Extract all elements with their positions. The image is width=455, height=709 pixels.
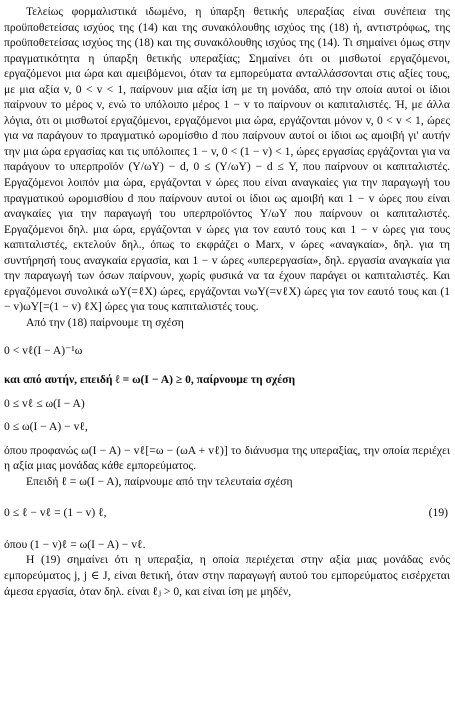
equation: 0 < vℓ(I − A)⁻¹ω <box>4 344 83 358</box>
equation: 0 ≤ ℓ − vℓ = (1 − v) ℓ, <box>4 506 107 520</box>
where-line: όπου (1 − v)ℓ = ω(I − A) − vℓ. <box>4 537 146 551</box>
body-paragraph: όπου προφανώς ω(I − A) − vℓ[=ω − (ωA + vℓ)] το διάνυσμα της υπεραξίας, την οποία περιέχει η αξία μιας μονάδας κάθε εμπορεύματος. <box>4 443 450 473</box>
equation-number: (19) <box>428 506 448 520</box>
lead-in-text: Από την (18) παίρνουμε τη σχέση <box>26 315 184 329</box>
lead-in-text: και από αυτήν, επειδή ℓ = ω(I − A) ≥ 0, παίρνουμε τη σχέση <box>4 373 296 387</box>
equation: 0 ≤ vℓ ≤ ω(I − A) <box>4 396 85 410</box>
numbered-equation-row <box>4 505 450 521</box>
body-paragraph: Η (19) σημαίνει ότι η υπεραξία, η οποία περιέχεται στην αξία μιας μονάδας ενός εμπορεύματος j, j ∈ J, είναι θετική, όταν στην παραγωγή αυτού του εμπορεύματος εισέρχεται άμεσα εργασία, όταν δηλ. είναι ℓⱼ > 0, και είναι ίση με μηδέν, <box>4 553 450 598</box>
lead-in-text: Επειδή ℓ = ω(I − A), παίρνουμε από την τελευταία σχέση <box>26 474 293 488</box>
equation: 0 ≤ ω(I − A) − vℓ, <box>4 420 88 434</box>
body-paragraph: Τελείως φορμαλιστικά ιδωμένο, η ύπαρξη θετικής υπεραξίας είναι συνέπεια της προϋποθετείσας ισχύος της (14) και της συνακόλουθης ισχύος της (18) ή, αντιστρόφως, της προϋποθετείσας ισχύος της (18) και της συνακόλουθης ισχύος της (14). Τι σημαίνει όμως στην πραγματικότητα η ύπαρξη θετικής υπεραξίας; Σημαίνει ότι οι μισθωτοί εργαζόμενοι, εργαζόμενοι μια ώρα και αμειβόμενοι, όταν τα εμπορεύματα ανταλλάσσονται στις αξίες τους, με μια αξία v, 0 < v < 1, παίρνουν μια αξία ίση με τη μονάδα, από την οποία αυτοί οι ίδιοι παίρνουν το μέρος v, ενώ το υπόλοιπο μέρος 1 − v το παίρνουν οι καπιταλιστές. Ή, με άλλα λόγια, ότι οι μισθωτοί εργαζόμενοι, εργαζόμενοι μια ώρα, εργάζονται μόνον v, 0 < v < 1, ώρες για να παράγουν το πραγματικό ωρομίσθιο d που παίρνουν αυτοί οι ίδιοι ως αμοιβή γι' αυτήν την μια ώρα εργασίας και τις υπόλοιπες 1 − v, 0 < (1 − v) < 1, ώρες εργασίας εργάζονται για να παράγουν το υπερπροϊόν (Y/ωY) − d, 0 ≤ (Y/ωY) − d ≤ Y, που παίρνουν οι καπιταλιστές. Εργαζόμενοι λοιπόν μια ώρα, εργάζονται v ώρες που είναι αναγκαίες για την παραγωγή του πραγματικού ωρομισθίου d που παίρνουν αυτοί οι ίδιοι ως αμοιβή και 1 − v ώρες που είναι αναγκαίες για την παραγωγή του υπερπροϊόντος Y/ωY που παίρνουν οι καπιταλιστές. Εργαζόμενοι δηλ. μια ώρα, εργάζονται v ώρες για τον εαυτό τους και 1 − v ώρες για τους καπιταλιστές, εκτελούν δηλ., όπως το εκφράζει ο Marx, v ώρες «αναγκαία», δηλ. για τη συντήρησή τους αναγκαία εργασία, και 1 − v ώρες «υπερεργασία», δηλ. εργασία αναγκαία για την παραγωγή των όσων παίρνουν, χωρίς φυσικά να τα έχουν παράγει οι καπιταλιστές. Και εργαζόμενοι συνολικά ωY(=ℓX) ώρες, εργάζονται vωY(=vℓX) ώρες για τον εαυτό τους και (1 − v)ωY[=(1 − v) ℓX] ώρες για τους καπιταλιστές τους. <box>4 5 450 314</box>
